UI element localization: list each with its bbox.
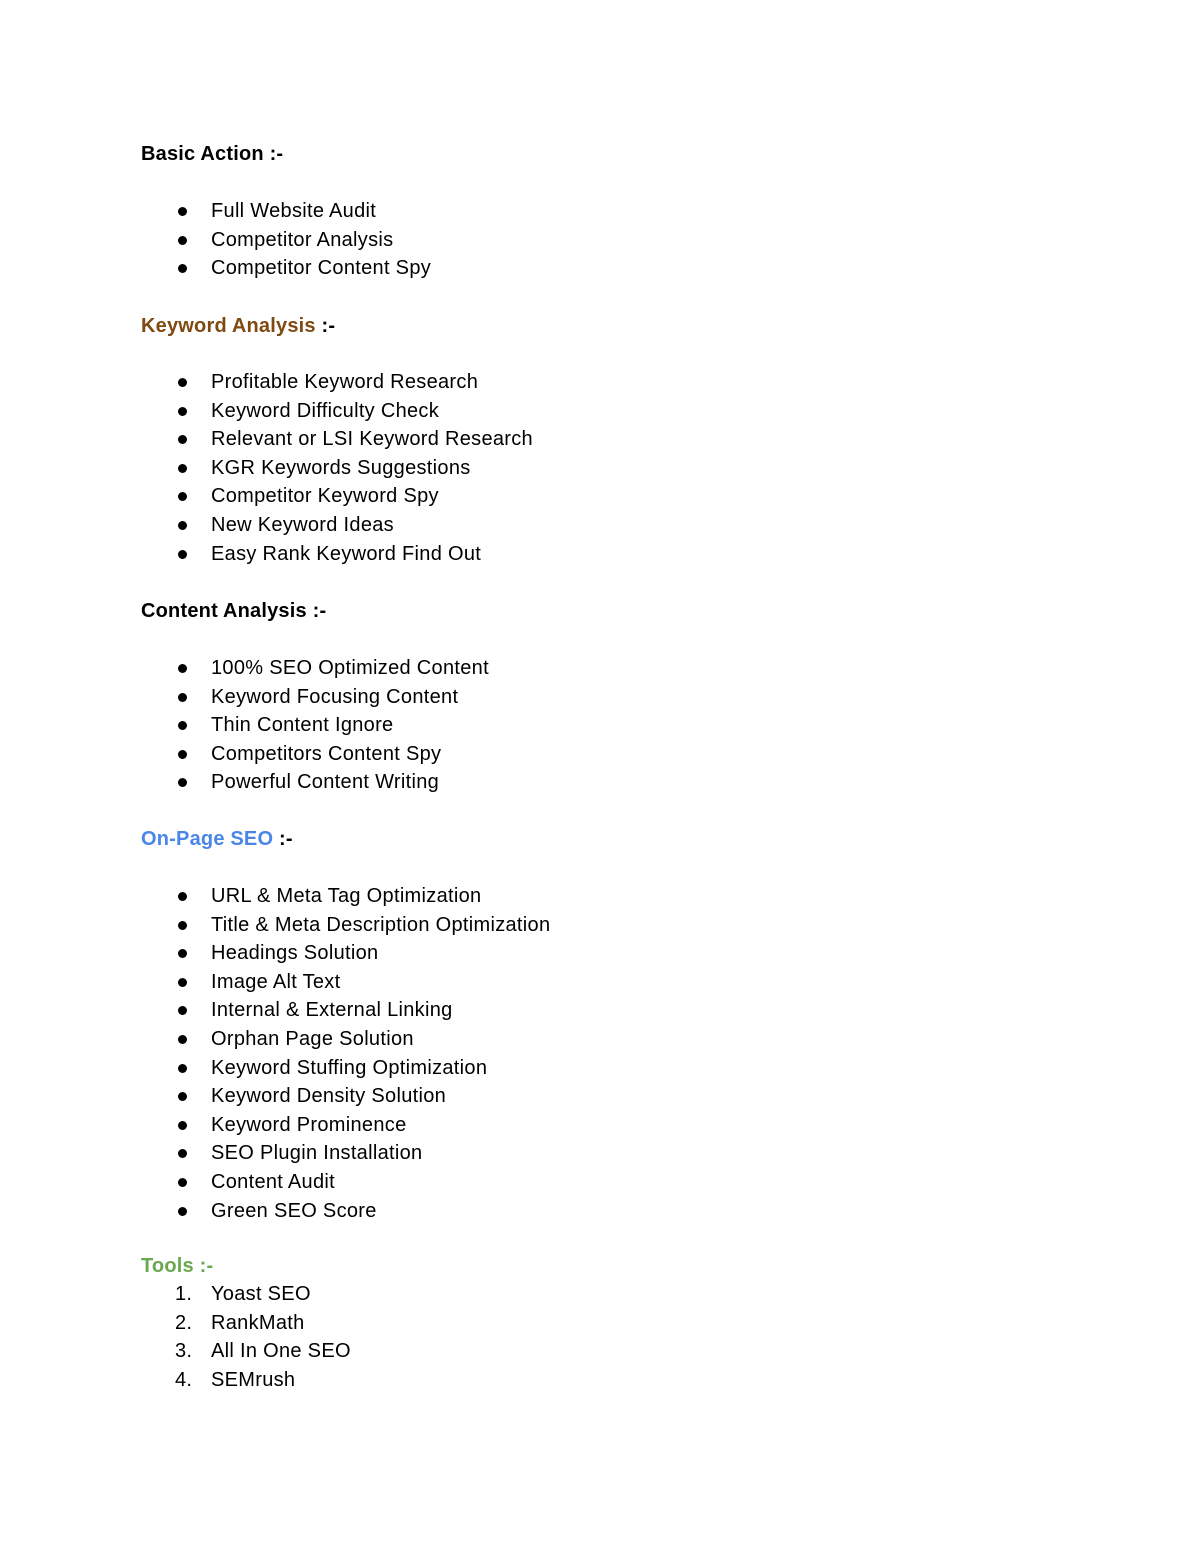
bullet-icon (178, 435, 187, 444)
bullet-icon (178, 1149, 187, 1158)
bullet-icon (178, 664, 187, 673)
bullet-icon (178, 921, 187, 930)
basic-action-suffix: :- (263, 143, 284, 165)
bullet-icon (178, 1064, 187, 1073)
bullet-icon (178, 750, 187, 759)
bullet-icon (178, 693, 187, 702)
bullet-icon (178, 264, 187, 273)
keyword-analysis-title: Keyword Analysis (141, 315, 316, 337)
content-analysis-suffix: :- (306, 600, 327, 622)
bullet-icon (178, 1006, 187, 1015)
content-analysis-heading (141, 599, 326, 623)
tools-heading (141, 1254, 213, 1278)
bullet-icon (178, 949, 187, 958)
bullet-icon (178, 550, 187, 559)
on-page-seo-suffix: :- (273, 828, 293, 850)
bullet-icon (178, 892, 187, 901)
bullet-icon (178, 1207, 187, 1216)
content-analysis-title: Content Analysis (141, 600, 307, 622)
bullet-icon (178, 492, 187, 501)
bullet-icon (178, 778, 187, 787)
bullet-icon (178, 521, 187, 530)
on-page-seo-title: On-Page SEO (141, 828, 274, 850)
keyword-analysis-heading (141, 314, 335, 338)
bullet-icon (178, 378, 187, 387)
bullet-icon (178, 721, 187, 730)
on-page-seo-heading (141, 827, 293, 851)
bullet-icon (178, 1121, 187, 1130)
bullet-icon (178, 1035, 187, 1044)
keyword-analysis-suffix: :- (315, 315, 336, 337)
basic-action-title: Basic Action (141, 143, 264, 165)
bullet-icon (178, 207, 187, 216)
bullet-icon (178, 407, 187, 416)
bullet-icon (178, 978, 187, 987)
bullet-icon (178, 464, 187, 473)
document-page: Basic Action :- Full Website Audit Competitor Analysis Competitor Content Spy Keyword Analysis :- Profitable Keyword Research Keyword Difficulty Check Relevant or LSI Keyword Research KGR Keywords Suggestions Competitor Keyword Spy New Keyword Ideas Easy Rank Keyword Find Out Content Analysis :- 100% SEO Optimized Content Keyword Focusing Content Thin Content Ignore Competitors Content Spy Powerful Content Writing On-Page SEO :- URL & Meta Tag Optimization Title & Meta Description Optimization Headings Solution Image Alt Text Internal & External Linking Orphan Page Solution Keyword Stuffing Optimization Keyword Density Solution Keyword Prominence SEO Plugin Installation Content Audit Green SEO Score Tools :- 1. Yoast SEO 2. RankMath 3. All In One SEO 4. SEMrush (141, 143, 551, 1391)
bullet-icon (178, 236, 187, 245)
tools-title: Tools :- (141, 1255, 214, 1277)
bullet-icon (178, 1092, 187, 1101)
bullet-icon (178, 1178, 187, 1187)
basic-action-heading (141, 142, 283, 166)
